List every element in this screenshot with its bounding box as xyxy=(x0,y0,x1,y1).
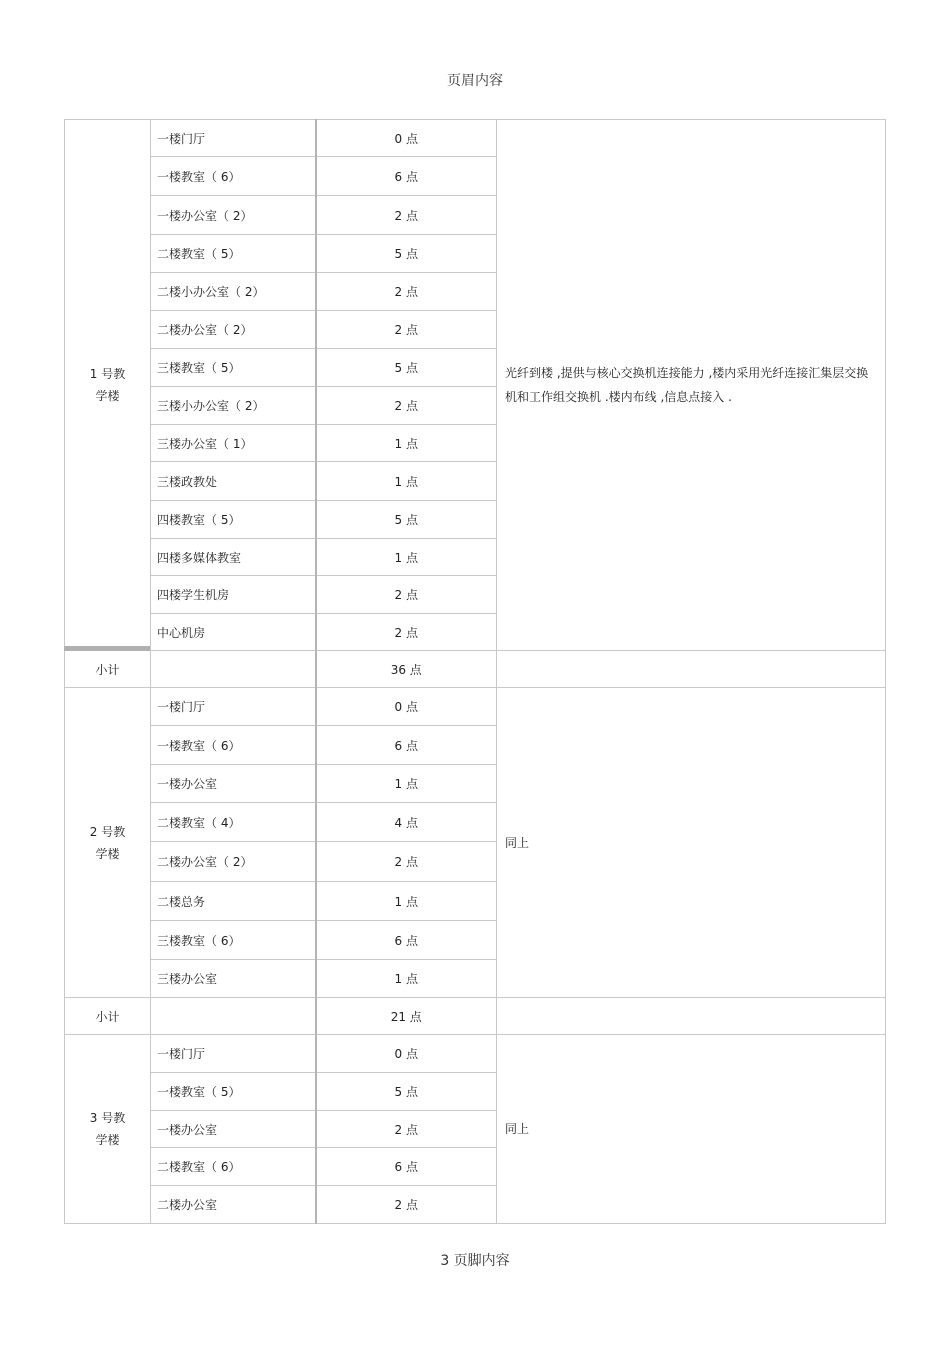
description-cell: 同上 xyxy=(497,688,886,998)
room-name: 一楼办公室 xyxy=(151,1111,316,1148)
points-value: 5 点 xyxy=(316,1073,497,1111)
divider-bar xyxy=(64,646,150,651)
points-value: 2 点 xyxy=(316,576,497,614)
building-name-cell xyxy=(65,688,151,998)
room-name: 一楼办公室（ 2） xyxy=(151,196,316,235)
page-header: 页眉内容 xyxy=(447,73,503,89)
points-value: 6 点 xyxy=(316,1148,497,1186)
points-value: 1 点 xyxy=(316,960,497,998)
room-name: 三楼小办公室（ 2） xyxy=(151,387,316,425)
room-name: 一楼教室（ 6） xyxy=(151,157,316,196)
points-value: 2 点 xyxy=(316,273,497,311)
points-value: 1 点 xyxy=(316,462,497,501)
network-points-table xyxy=(64,119,886,1224)
room-name: 三楼教室（ 5） xyxy=(151,349,316,387)
room-name: 中心机房 xyxy=(151,614,316,651)
points-value: 5 点 xyxy=(316,501,497,539)
room-name: 四楼多媒体教室 xyxy=(151,539,316,576)
points-value: 0 点 xyxy=(316,120,497,157)
points-value: 0 点 xyxy=(316,688,497,726)
table-row xyxy=(65,688,886,726)
points-value: 2 点 xyxy=(316,1186,497,1224)
room-name: 二楼教室（ 5） xyxy=(151,235,316,273)
room-name: 一楼门厅 xyxy=(151,1035,316,1073)
room-name: 二楼办公室（ 2） xyxy=(151,842,316,882)
building-name-cell xyxy=(65,1035,151,1224)
room-name: 二楼教室（ 4） xyxy=(151,803,316,842)
room-name: 二楼办公室 xyxy=(151,1186,316,1224)
subtotal-value: 36 点 xyxy=(316,651,497,688)
points-value: 4 点 xyxy=(316,803,497,842)
description-cell: 光纤到楼 ,提供与核心交换机连接能力 ,楼内采用光纤连接汇集层交换机和工作组交换机 .楼内布线 ,信息点接入 . xyxy=(497,120,886,651)
building-name: 1 号教 学楼 xyxy=(89,367,126,403)
description-cell: 同上 xyxy=(497,1035,886,1224)
subtotal-label: 小计 xyxy=(65,998,151,1035)
room-name: 三楼办公室 xyxy=(151,960,316,998)
room-name: 一楼办公室 xyxy=(151,765,316,803)
room-name: 三楼办公室（ 1） xyxy=(151,425,316,462)
points-value: 0 点 xyxy=(316,1035,497,1073)
room-name: 三楼政教处 xyxy=(151,462,316,501)
subtotal-empty-cell xyxy=(151,998,316,1035)
room-name: 一楼门厅 xyxy=(151,688,316,726)
subtotal-label: 小计 xyxy=(65,651,151,688)
points-value: 2 点 xyxy=(316,311,497,349)
room-name: 二楼总务 xyxy=(151,882,316,921)
points-value: 1 点 xyxy=(316,882,497,921)
table-row xyxy=(65,1035,886,1073)
points-value: 2 点 xyxy=(316,614,497,651)
subtotal-desc-cell xyxy=(497,651,886,688)
subtotal-row xyxy=(65,998,886,1035)
table-row xyxy=(65,120,886,157)
room-name: 一楼教室（ 6） xyxy=(151,726,316,765)
room-name: 二楼办公室（ 2） xyxy=(151,311,316,349)
points-value: 6 点 xyxy=(316,726,497,765)
points-value: 2 点 xyxy=(316,196,497,235)
points-value: 2 点 xyxy=(316,387,497,425)
building-name: 2 号教 学楼 xyxy=(89,824,126,861)
room-name: 一楼教室（ 5） xyxy=(151,1073,316,1111)
points-value: 2 点 xyxy=(316,842,497,882)
points-value: 1 点 xyxy=(316,425,497,462)
points-value: 6 点 xyxy=(316,921,497,960)
room-name: 二楼小办公室（ 2） xyxy=(151,273,316,311)
points-value: 5 点 xyxy=(316,349,497,387)
subtotal-empty-cell xyxy=(151,651,316,688)
points-value: 5 点 xyxy=(316,235,497,273)
room-name: 四楼学生机房 xyxy=(151,576,316,614)
page-footer: 3 页脚内容 xyxy=(440,1253,510,1269)
room-name: 二楼教室（ 6） xyxy=(151,1148,316,1186)
building-name-cell xyxy=(65,120,151,651)
points-value: 1 点 xyxy=(316,539,497,576)
room-name: 一楼门厅 xyxy=(151,120,316,157)
points-value: 6 点 xyxy=(316,157,497,196)
subtotal-value: 21 点 xyxy=(316,998,497,1035)
points-value: 1 点 xyxy=(316,765,497,803)
subtotal-desc-cell xyxy=(497,998,886,1035)
room-name: 三楼教室（ 6） xyxy=(151,921,316,960)
points-value: 2 点 xyxy=(316,1111,497,1148)
subtotal-row xyxy=(65,651,886,688)
building-name: 3 号教 学楼 xyxy=(89,1111,126,1147)
room-name: 四楼教室（ 5） xyxy=(151,501,316,539)
